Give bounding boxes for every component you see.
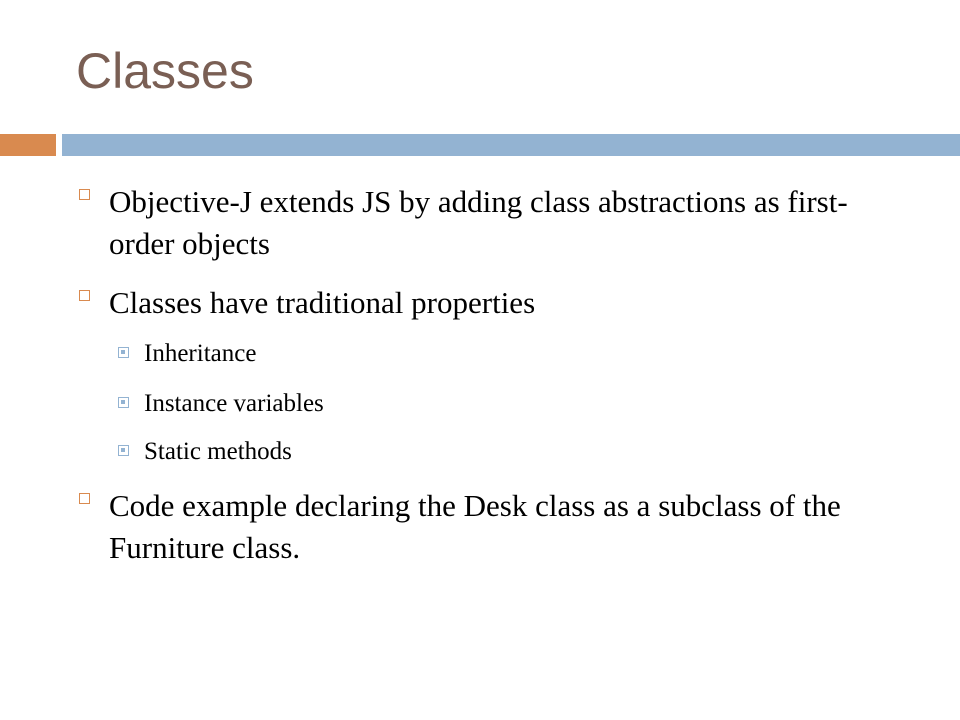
sub-bullet-text: Instance variables [144,390,324,417]
bullet-text: Objective-J extends JS by adding class abstractions as first-order objects [109,184,848,261]
slide-title: Classes [76,43,254,99]
filled-square-bullet-icon [118,445,129,456]
square-bullet-icon [79,493,90,504]
square-bullet-icon [79,189,90,200]
bullet-text: Code example declaring the Desk class as a subclass of the Furniture class. [109,488,841,565]
sub-bullet-text: Inheritance [144,340,257,367]
sub-bullet-text: Static methods [144,438,292,465]
filled-square-bullet-icon [118,397,129,408]
filled-square-bullet-icon [118,347,129,358]
square-bullet-icon [79,290,90,301]
bullet-text: Classes have traditional properties [109,285,536,320]
